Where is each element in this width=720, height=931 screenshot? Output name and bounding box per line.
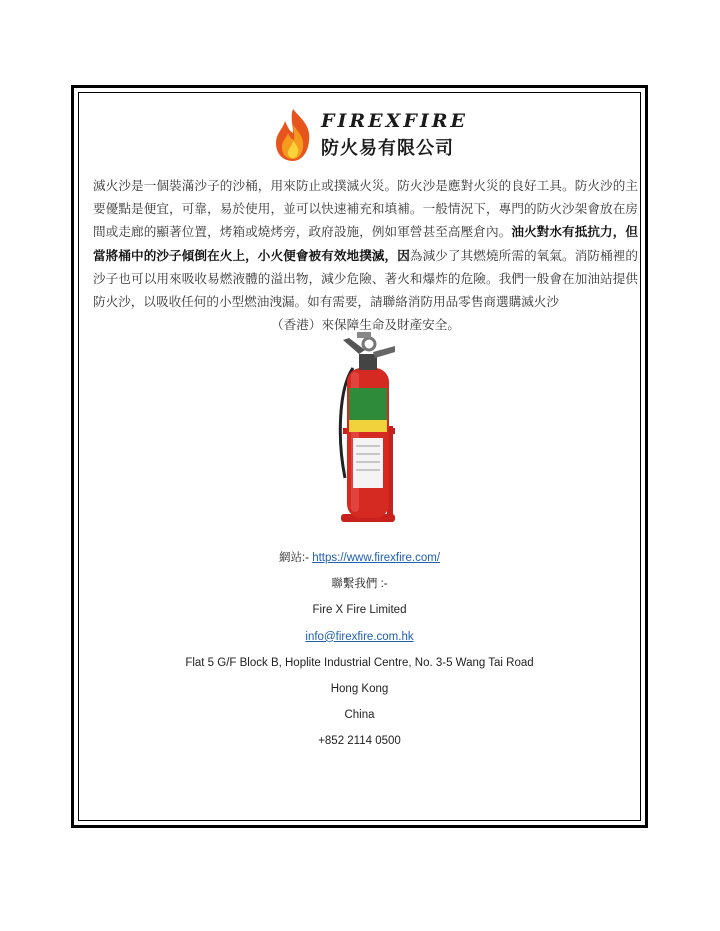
intro-text-last: （香港）來保障生命及財產安全。	[271, 317, 460, 333]
country: China	[344, 709, 375, 722]
company-name: Fire X Fire Limited	[312, 604, 407, 617]
phone: +852 2114 0500	[318, 735, 401, 748]
flame-icon	[271, 107, 315, 163]
page-inner-border	[78, 92, 641, 821]
page-border	[71, 85, 648, 828]
intro-paragraph	[93, 174, 638, 336]
fire-extinguisher-icon	[329, 328, 409, 533]
intro-text-bold: 油火對水有抵抗力，但當將桶中的沙子傾倒在火上，小火便會被有效地撲滅，因	[93, 224, 639, 263]
website-line	[79, 545, 640, 571]
email-link[interactable]: info@firexfire.com.hk	[305, 630, 414, 643]
city: Hong Kong	[330, 682, 389, 695]
address: Flat 5 G/F Block B, Hoplite Industrial Centre, No. 3-5 Wang Tai Road	[185, 656, 534, 669]
intro-text-1: 滅火沙是一個裝滿沙子的沙桶，用來防止或撲滅火災。防火沙是應對火災的良好工具。防火沙的主要優點是便宜，可靠，易於使用，並可以快速補充和填補。一般情況下，專門的防火沙架會放在房間或走廊的顯著位置，烤箱或燒烤旁，政府設施，例如軍營甚至高壓倉內。	[93, 178, 638, 240]
contact-us-heading: 聯繫我們 :-	[331, 578, 388, 591]
website-link[interactable]: https://www.firexfire.com/	[312, 552, 441, 564]
contact-section	[79, 545, 640, 755]
brand-name-zh: 防火易有限公司	[321, 138, 454, 159]
intro-text-2: 為減少了其燃燒所需的氧氣。消防桶裡的沙子也可以用來吸收易燃液體的溢出物，減少危險、著火和爆炸的危險。我們一般會在加油站提供防火沙，以吸收任何的小型燃油洩漏。如有需要，請聯絡消防用品零售商選購滅火沙	[93, 247, 639, 310]
brand-name-en: FIREXFIRE	[321, 110, 469, 132]
website-label: 網站:-	[278, 552, 313, 564]
email-line	[79, 624, 640, 650]
company-logo	[271, 107, 469, 163]
